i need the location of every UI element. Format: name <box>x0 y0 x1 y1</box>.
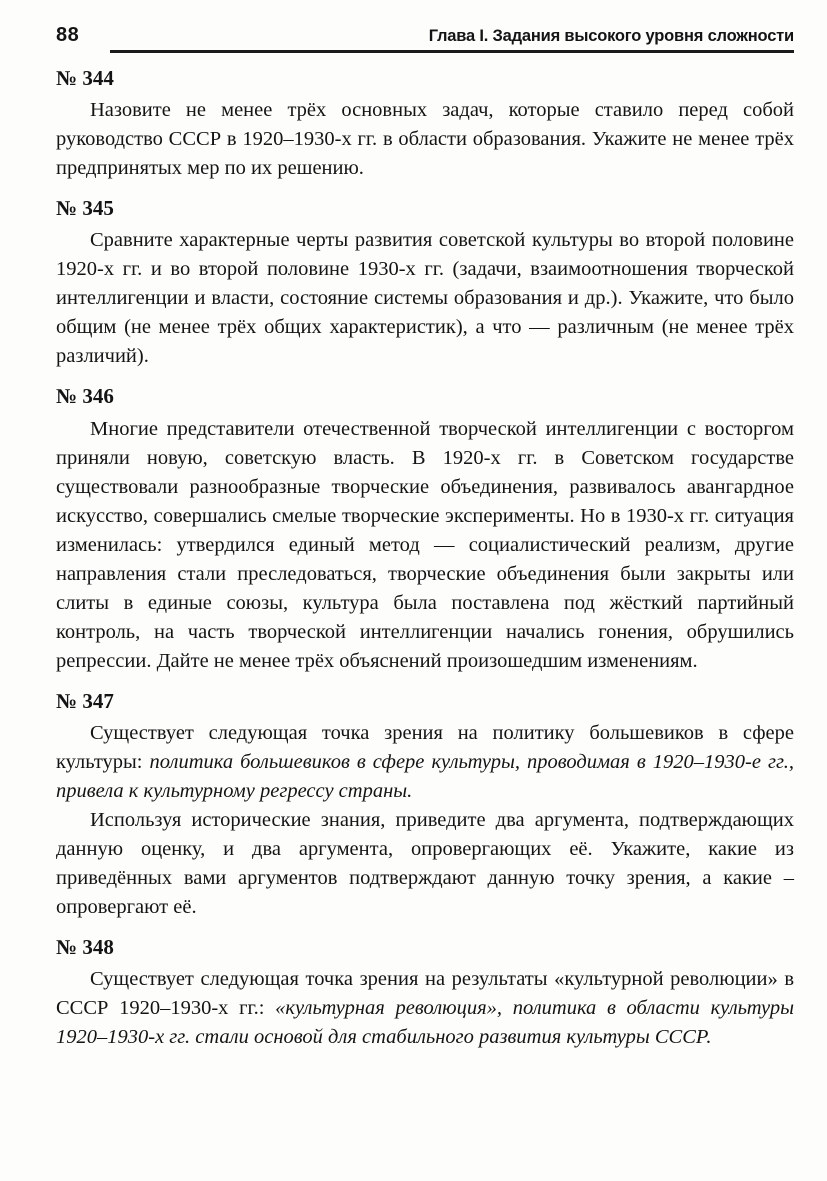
header-rule <box>110 50 794 53</box>
task-text-italic: «культурная революция», политика в области культуры 1920–1930-х гг. стали основой для стабильного развития культуры СССР. <box>56 996 794 1048</box>
running-head <box>56 24 794 47</box>
task-number: № 345 <box>56 196 114 221</box>
task-number: № 347 <box>56 688 114 713</box>
task-number: № 344 <box>56 66 114 90</box>
tasks <box>56 66 794 1052</box>
task-text: Существует следующая точка зрения на политику большевиков в сфере культуры: <box>56 721 794 773</box>
task-paragraph <box>56 415 794 676</box>
task <box>56 196 794 371</box>
task-paragraph <box>56 226 794 371</box>
page-number: 88 <box>56 24 80 46</box>
task <box>56 384 794 675</box>
task-number: № 348 <box>56 934 114 959</box>
task <box>56 66 794 183</box>
task-paragraph <box>56 806 794 922</box>
task-text: Назовите не менее трёх основных задач, которые ставило перед собой руководство СССР в 1920–1930-х гг. в области образования. Укажите не менее трёх предпринятых мер по их решению. <box>56 99 794 180</box>
task-paragraph <box>56 965 794 1052</box>
task-paragraph <box>56 96 794 183</box>
chapter-title: Глава I. Задания высокого уровня сложности <box>428 27 794 45</box>
task-paragraph <box>56 719 794 806</box>
task-text: Сравните характерные черты развития советской культуры во второй половине 1920-х гг. и во второй половине 1930-х гг. (задачи, взаимоотношения творческой интеллигенции и власти, состояние системы образования и др.). Укажите, что было общим (не менее трёх общих характеристик), а что — различным (не менее трёх различий). <box>56 229 794 368</box>
task-number: № 346 <box>56 384 114 409</box>
task-text: Используя исторические знания, приведите два аргумента, подтверждающих данную оценку, и два аргумента, опровергающих её. Укажите, какие из приведённых вами аргументов подтверждают данную точку зрения, а какие – опровергают её. <box>56 808 794 918</box>
task-text-italic: политика большевиков в сфере культуры, проводимая в 1920–1930-е гг., привела к культурному регрессу страны. <box>56 750 794 802</box>
task <box>56 689 794 922</box>
task-text: Многие представители отечественной творческой интеллигенции с восторгом приняли новую, советскую власть. В 1920-х гг. в Советском государстве существовали разнообразные творческие объединения, развивалось авангардное искусство, совершались смелые творческие эксперименты. Но в 1930-х гг. ситуация изменилась: утвердился единый метод — социалистический реализм, другие направления стали преследоваться, творческие объединения были закрыты или слиты в единые союзы, культура была поставлена под жёсткий партийный контроль, на часть творческой интеллигенции начались гонения, обрушились репрессии. Дайте не менее трёх объяснений произошедшим изменениям. <box>56 417 794 672</box>
task <box>56 935 794 1052</box>
task-text: Существует следующая точка зрения на результаты «культурной революции» в СССР 1920–1930-х гг.: <box>56 967 794 1019</box>
